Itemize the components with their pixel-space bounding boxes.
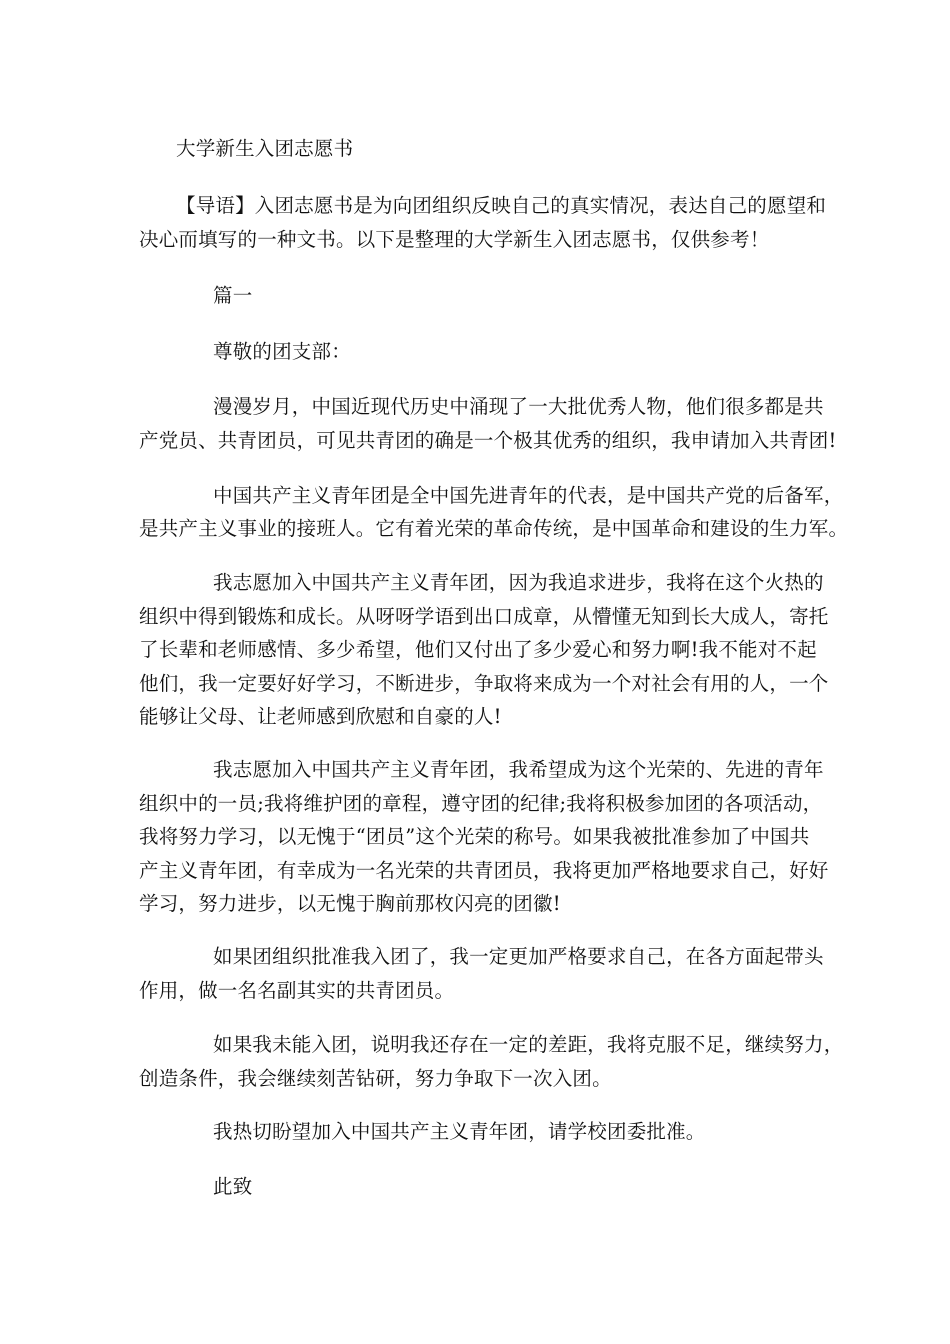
paragraph-6-line-2: 创造条件，我会继续刻苦钻研，努力争取下一次入团。 bbox=[139, 1067, 612, 1090]
paragraph-3-line-2: 组织中得到锻炼和成长。从呀呀学语到出口成章，从懵懂无知到长大成人，寄托 bbox=[139, 605, 829, 628]
paragraph-7-line-1: 我热切盼望加入中国共产主义青年团，请学校团委批准。 bbox=[213, 1120, 706, 1143]
paragraph-4-line-4: 产主义青年团，有幸成为一名光荣的共青团员，我将更加严格地要求自己，好好 bbox=[139, 859, 829, 882]
paragraph-4-line-5: 学习，努力进步，以无愧于胸前那枚闪亮的团徽! bbox=[139, 892, 561, 915]
paragraph-3-line-5: 能够让父母、让老师感到欣慰和自豪的人! bbox=[139, 705, 502, 728]
paragraph-4-line-2: 组织中的一员;我将维护团的章程，遵守团的纪律;我将积极参加团的各项活动， bbox=[139, 792, 823, 815]
salutation: 尊敬的团支部： bbox=[213, 340, 351, 363]
closing: 此致 bbox=[213, 1175, 253, 1198]
document-title: 大学新生入团志愿书 bbox=[176, 137, 354, 160]
intro-line-2: 决心而填写的一种文书。以下是整理的大学新生入团志愿书，仅供参考！ bbox=[139, 228, 770, 251]
paragraph-3-line-4: 他们，我一定要好好学习，不断进步，争取将来成为一个对社会有用的人，一个 bbox=[139, 672, 829, 695]
paragraph-4-line-1: 我志愿加入中国共产主义青年团，我希望成为这个光荣的、先进的青年 bbox=[213, 758, 824, 781]
paragraph-2-line-2: 是共产主义事业的接班人。它有着光荣的革命传统，是中国革命和建设的生力军。 bbox=[139, 517, 849, 540]
paragraph-5-line-2: 作用，做一名名副其实的共青团员。 bbox=[139, 979, 455, 1002]
paragraph-3-line-1: 我志愿加入中国共产主义青年团，因为我追求进步，我将在这个火热的 bbox=[213, 571, 824, 594]
section-label: 篇一 bbox=[213, 284, 253, 307]
paragraph-1-line-2: 产党员、共青团员，可见共青团的确是一个极其优秀的组织，我申请加入共青团! bbox=[139, 429, 837, 452]
paragraph-3-line-3: 了长辈和老师感情、多少希望，他们又付出了多少爱心和努力啊!我不能对不起 bbox=[139, 638, 817, 661]
paragraph-5-line-1: 如果团组织批准我入团了，我一定更加严格要求自己，在各方面起带头 bbox=[213, 945, 824, 968]
paragraph-4-line-3: 我将努力学习，以无愧于“团员”这个光荣的称号。如果我被批准参加了中国共 bbox=[139, 825, 810, 848]
paragraph-1-line-1: 漫漫岁月，中国近现代历史中涌现了一大批优秀人物，他们很多都是共 bbox=[213, 395, 824, 418]
paragraph-2-line-1: 中国共产主义青年团是全中国先进青年的代表，是中国共产党的后备军， bbox=[213, 484, 844, 507]
paragraph-6-line-1: 如果我未能入团，说明我还存在一定的差距，我将克服不足，继续努力， bbox=[213, 1033, 844, 1056]
intro-line-1: 【导语】入团志愿书是为向团组织反映自己的真实情况，表达自己的愿望和 bbox=[176, 194, 827, 217]
